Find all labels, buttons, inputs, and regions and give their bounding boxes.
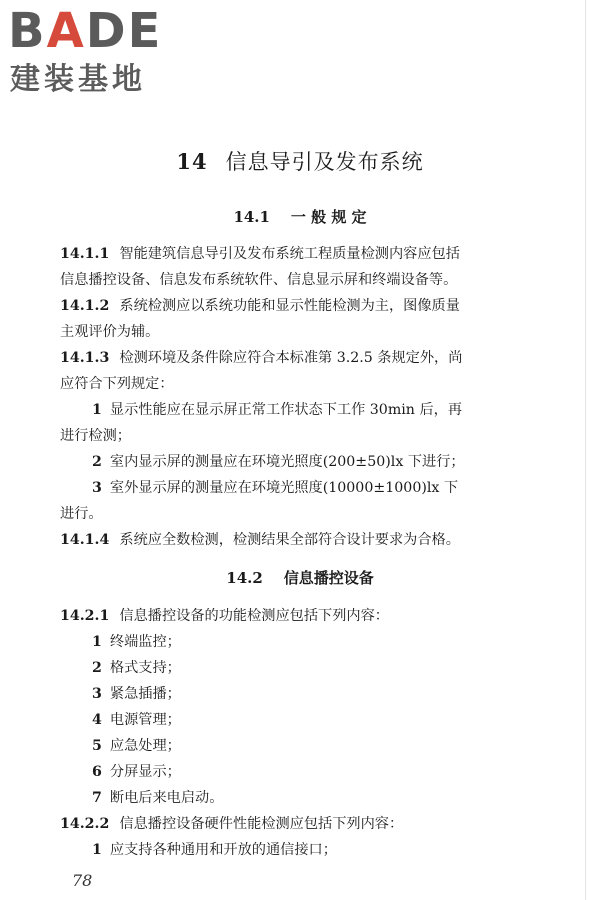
item-text: 室内显示屏的测量应在环境光照度(200±50)lx 下进行； — [109, 454, 465, 470]
clause-line — [60, 374, 560, 394]
clause-text: 进行检测； — [60, 428, 131, 444]
list-item — [92, 632, 592, 652]
clause-number: 14.1.4 — [60, 532, 110, 548]
item-text: 断电后来电启动。 — [109, 790, 224, 806]
clause-line — [60, 296, 560, 316]
item-number: 1 — [92, 842, 102, 858]
logo-subtitle: 建装基地 — [10, 62, 146, 97]
clause-line — [60, 348, 560, 368]
item-text: 室外显示屏的测量应在环境光照度(10000±1000)lx 下 — [109, 480, 459, 496]
item-text: 应支持各种通用和开放的通信接口； — [109, 842, 337, 858]
item-number: 4 — [92, 712, 102, 728]
clause-text: 信息播控设备的功能检测应包括下列内容： — [119, 608, 389, 624]
logo-wordmark: BADE — [8, 3, 163, 59]
item-text: 终端监控； — [109, 634, 181, 650]
clause-text: 系统应全数检测，检测结果全部符合设计要求为合格。 — [119, 532, 460, 548]
list-item — [92, 788, 592, 808]
item-number: 1 — [92, 634, 102, 650]
list-item — [92, 658, 592, 678]
chapter-title — [0, 148, 600, 176]
clause-number: 14.1.1 — [60, 246, 110, 262]
section-title — [0, 568, 600, 588]
chapter-number: 14 — [176, 149, 208, 174]
list-item — [92, 710, 592, 730]
brand-logo — [8, 3, 188, 98]
clause-line — [60, 426, 560, 446]
list-item — [92, 840, 592, 860]
clause-line — [60, 814, 560, 834]
list-item — [92, 400, 592, 420]
list-item — [92, 762, 592, 782]
item-number: 3 — [92, 686, 102, 702]
item-text: 电源管理； — [109, 712, 181, 728]
section-number: 14.2 — [226, 569, 263, 587]
clause-number: 14.1.3 — [60, 350, 110, 366]
chapter-name: 信息导引及发布系统 — [225, 150, 424, 174]
list-item — [92, 478, 592, 498]
clause-line — [60, 270, 560, 290]
item-number: 3 — [92, 480, 102, 496]
list-item — [92, 736, 592, 756]
page-number: 78 — [72, 871, 93, 890]
item-text: 分屏显示； — [109, 764, 181, 780]
clause-text: 进行。 — [60, 506, 103, 522]
item-text: 格式支持； — [109, 660, 181, 676]
clause-text: 信息播控设备、信息发布系统软件、信息显示屏和终端设备等。 — [60, 272, 458, 288]
clause-text: 信息播控设备硬件性能检测应包括下列内容： — [119, 816, 404, 832]
clause-number: 14.2.2 — [60, 816, 110, 832]
clause-number: 14.1.2 — [60, 298, 110, 314]
item-text: 应急处理； — [109, 738, 181, 754]
item-number: 5 — [92, 738, 102, 754]
item-number: 2 — [92, 660, 102, 676]
item-number: 1 — [92, 402, 102, 418]
list-item — [92, 452, 592, 472]
clause-number: 14.2.1 — [60, 608, 110, 624]
clause-text: 主观评价为辅。 — [60, 324, 160, 340]
clause-text: 智能建筑信息导引及发布系统工程质量检测内容应包括 — [119, 246, 460, 262]
section-name: 一 般 规 定 — [290, 208, 367, 226]
clause-line — [60, 606, 560, 626]
item-number: 2 — [92, 454, 102, 470]
section-title — [0, 207, 600, 227]
item-number: 7 — [92, 790, 102, 806]
clause-line — [60, 244, 560, 264]
item-text: 显示性能应在显示屏正常工作状态下工作 30min 后，再 — [109, 402, 463, 418]
item-text: 紧急插播； — [109, 686, 181, 702]
clause-line — [60, 322, 560, 342]
clause-text: 系统检测应以系统功能和显示性能检测为主，图像质量 — [119, 298, 460, 314]
clause-line — [60, 504, 560, 524]
clause-line — [60, 530, 560, 550]
section-name: 信息播控设备 — [283, 569, 374, 587]
item-number: 6 — [92, 764, 102, 780]
list-item — [92, 684, 592, 704]
section-number: 14.1 — [233, 208, 270, 226]
clause-text: 应符合下列规定： — [60, 376, 174, 392]
clause-text: 检测环境及条件除应符合本标准第 3.2.5 条规定外，尚 — [119, 350, 463, 366]
